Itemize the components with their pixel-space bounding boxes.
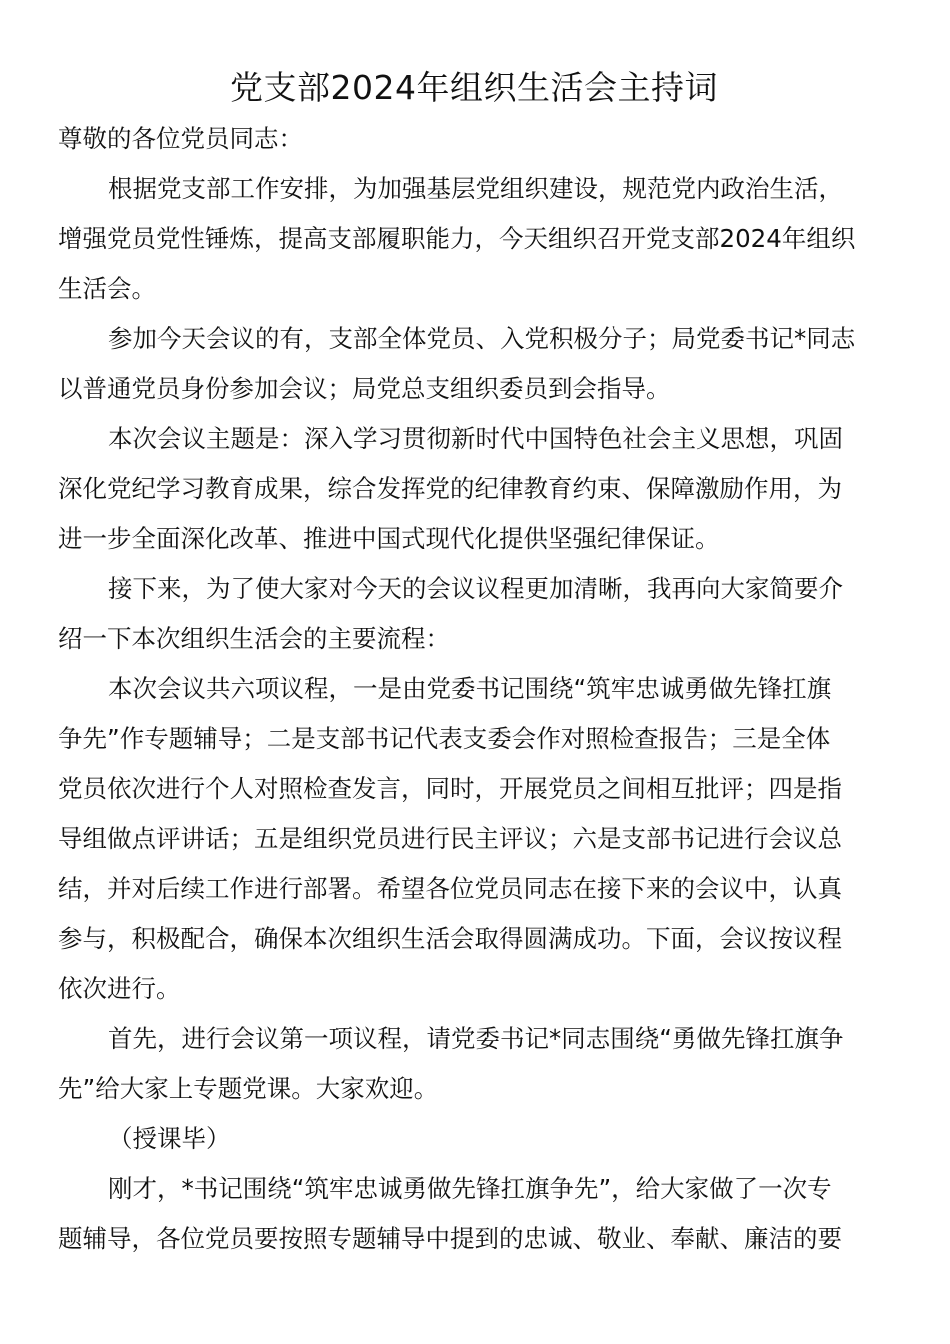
paragraph-line: 参加今天会议的有，支部全体党员、入党积极分子；局党委书记*同志 (108, 324, 856, 353)
paragraph-line: 刚才，*书记围绕“筑牢忠诚勇做先锋扛旗争先”，给大家做了一次专 (108, 1174, 832, 1203)
paragraph-line: 增强党员党性锤炼，提高支部履职能力，今天组织召开党支部2024年组织 (58, 224, 856, 253)
paragraph-line: 首先，进行会议第一项议程，请党委书记*同志围绕“勇做先锋扛旗争 (108, 1024, 844, 1053)
paragraph-line: 依次进行。 (58, 974, 181, 1003)
paragraph-line: 绍一下本次组织生活会的主要流程： (58, 624, 450, 653)
paragraph-line: 参与，积极配合，确保本次组织生活会取得圆满成功。下面，会议按议程 (58, 924, 842, 953)
paragraph-line: 结，并对后续工作进行部署。希望各位党员同志在接下来的会议中，认真 (58, 874, 842, 903)
stage-direction: （授课毕） (108, 1124, 231, 1153)
paragraph-line: 根据党支部工作安排，为加强基层党组织建设，规范党内政治生活， (108, 174, 843, 203)
paragraph-line: 进一步全面深化改革、推进中国式现代化提供坚强纪律保证。 (58, 524, 720, 553)
paragraph-line: 本次会议共六项议程，一是由党委书记围绕“筑牢忠诚勇做先锋扛旗 (108, 674, 832, 703)
paragraph-line: 以普通党员身份参加会议；局党总支组织委员到会指导。 (58, 374, 671, 403)
salutation: 尊敬的各位党员同志： (58, 124, 303, 153)
document-page (58, 62, 890, 1264)
paragraph-line: 接下来，为了使大家对今天的会议议程更加清晰，我再向大家简要介 (108, 574, 843, 603)
paragraph-line: 题辅导，各位党员要按照专题辅导中提到的忠诚、敬业、奉献、廉洁的要 (58, 1224, 842, 1253)
paragraph-line: 导组做点评讲话；五是组织党员进行民主评议；六是支部书记进行会议总 (58, 824, 842, 853)
paragraph-line: 生活会。 (58, 274, 156, 303)
paragraph-line: 党员依次进行个人对照检查发言，同时，开展党员之间相互批评；四是指 (58, 774, 842, 803)
paragraph-line: 争先”作专题辅导；二是支部书记代表支委会作对照检查报告；三是全体 (58, 724, 831, 753)
paragraph-line: 深化党纪学习教育成果，综合发挥党的纪律教育约束、保障激励作用，为 (58, 474, 842, 503)
paragraph-line: 先”给大家上专题党课。大家欢迎。 (58, 1074, 439, 1103)
document-title: 党支部2024年组织生活会主持词 (230, 68, 718, 107)
paragraph-line: 本次会议主题是：深入学习贯彻新时代中国特色社会主义思想，巩固 (108, 424, 843, 453)
